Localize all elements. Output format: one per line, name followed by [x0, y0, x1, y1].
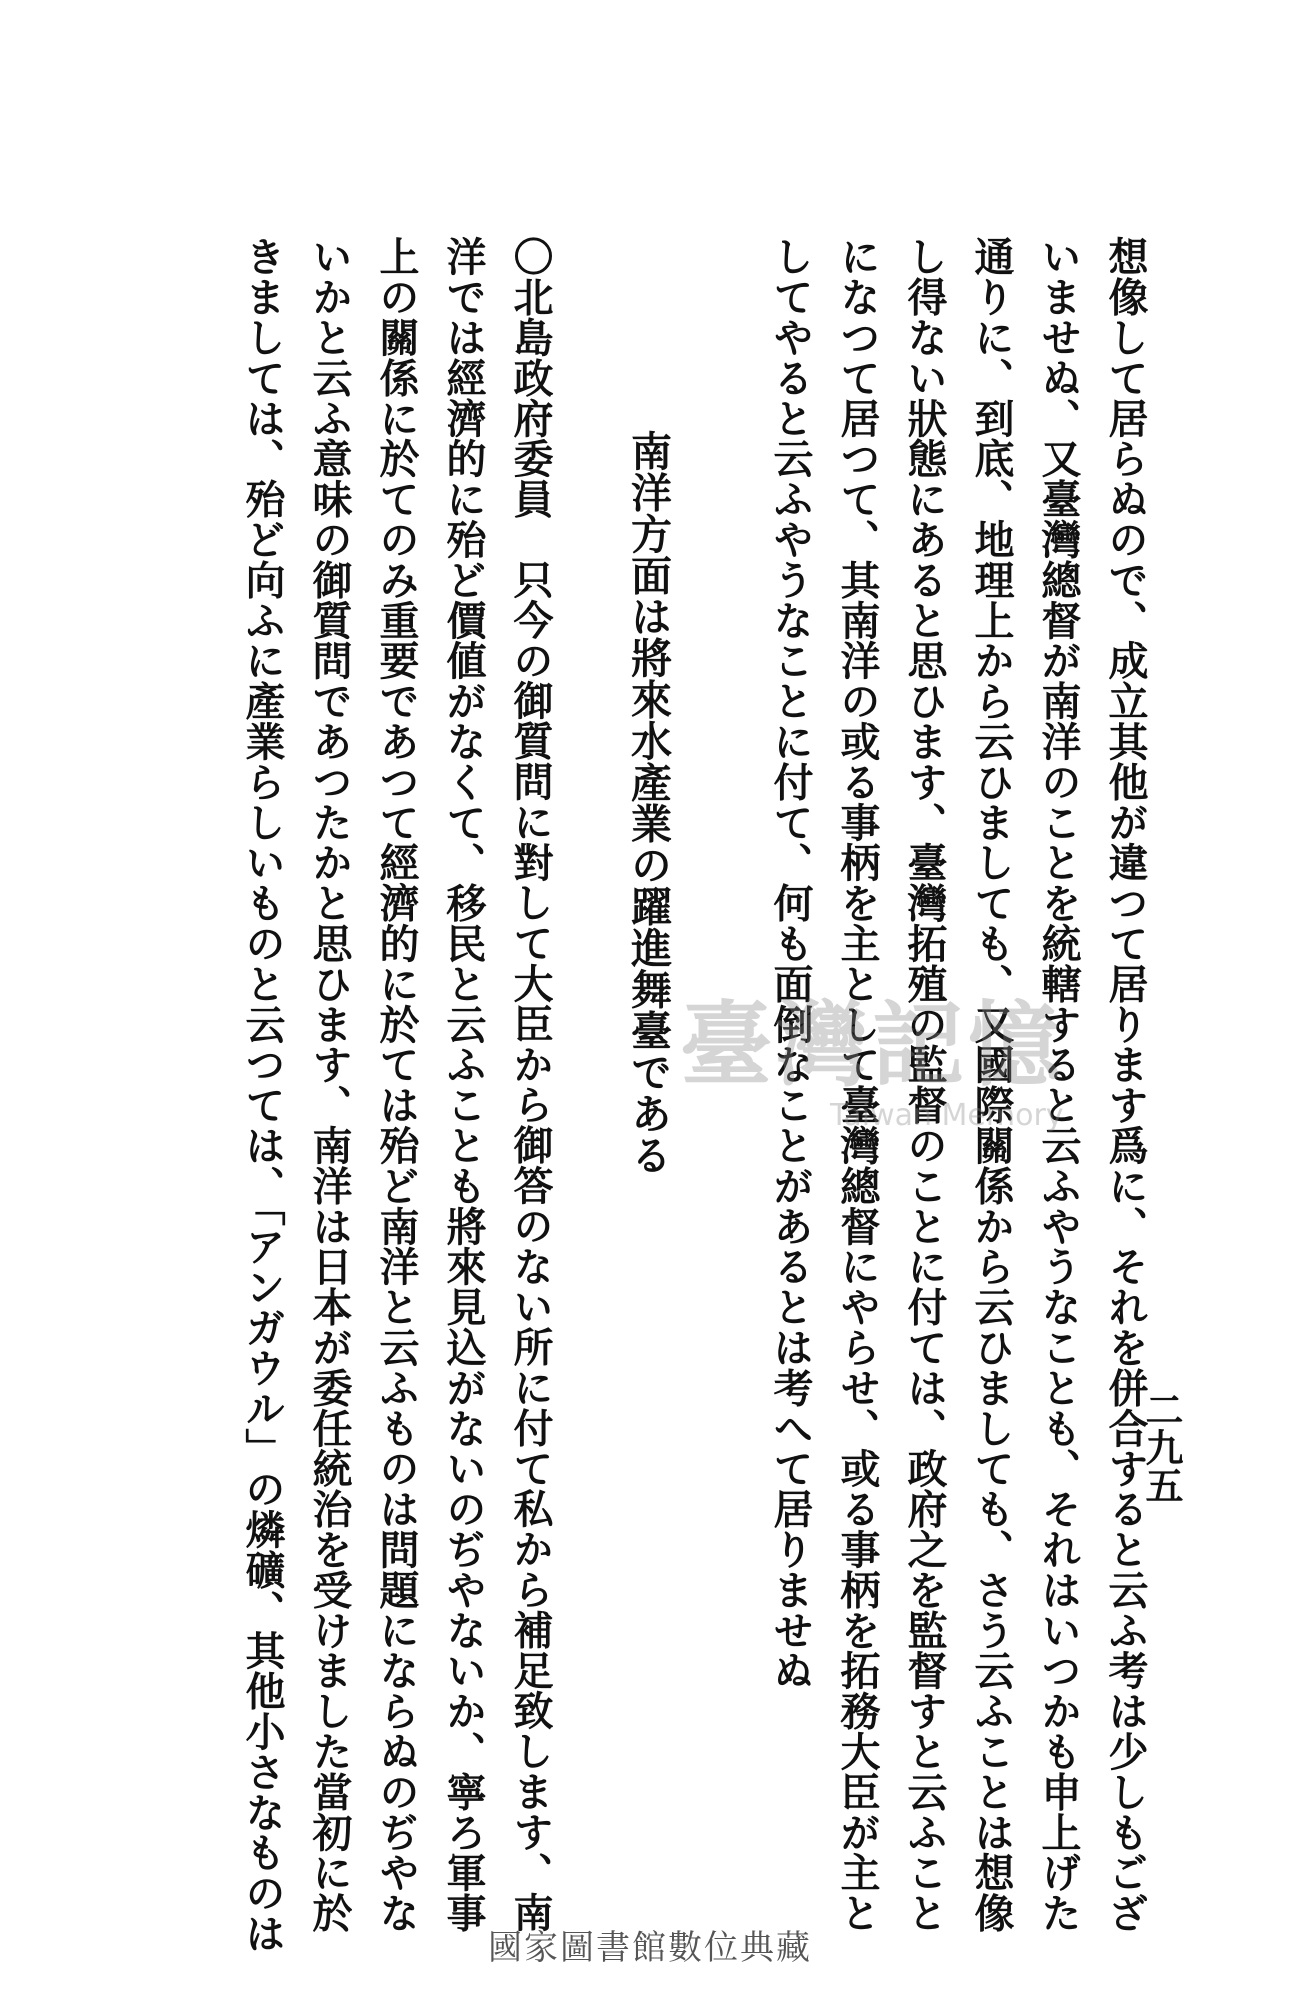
text-column-4: し得ない狀態にあると思ひます、臺灣拓殖の監督のことに付ては、政府之を監督すと云ふこと — [901, 236, 948, 1933]
speech-column-2: 洋では經濟的に殆ど價値がなくて、移民と云ふことも將來見込がないのぢやないか、寧ろ軍事 — [440, 236, 487, 1933]
speech-column-1 — [500, 236, 560, 1932]
text-column-3: 通りに、到底、地理上から云ひましても、又國際關係から云ひましても、さう云ふことは想像 — [968, 236, 1015, 1933]
text-column-1: 想像して居らぬので、成立其他が違つて居ります爲に、それを併合すると云ふ考は少しもござ — [1102, 236, 1149, 1933]
text-column-2: いませぬ、又臺灣總督が南洋のことを統轄すると云ふやうなことも、それはいつかも申上げた — [1035, 236, 1082, 1933]
text-column-6: してやると云ふやうなことに付て、何も面倒なことがあるとは考へて居りませぬ — [767, 236, 814, 1691]
footer-collection-label: 國家圖書館數位典藏 — [488, 1928, 812, 1968]
speech-column-3: 上の關係に於てのみ重要であつて經濟的に於ては殆ど南洋と云ふものは問題にならぬのぢやな — [373, 236, 420, 1933]
speech-first-line: 只今の御質問に對して大臣から御答のない所に付て私から補足致します、南 — [507, 558, 554, 1933]
text-column-5: になつて居つて、其南洋の或る事柄を主として臺灣總督にやらせ、或る事柄を拓務大臣が主と — [834, 236, 881, 1933]
watermark-subtext: Taiwan Memory — [830, 1098, 1064, 1133]
page-number: 二九五 — [1139, 1390, 1184, 1504]
section-heading: 南洋方面は將來水產業の躍進舞臺である — [624, 430, 672, 1176]
speaker-name: 〇北島政府委員 — [507, 236, 554, 519]
watermark-text: 臺灣記憶 — [680, 991, 1065, 1099]
speech-column-4: いかと云ふ意味の御質問であつたかと思ひます、南洋は日本が委任統治を受けました當初に於 — [306, 236, 353, 1933]
speech-column-5: きましては、殆ど向ふに產業らしいものと云つては、「アンガウル」の燐礦、其他小さなものは — [239, 236, 286, 1954]
